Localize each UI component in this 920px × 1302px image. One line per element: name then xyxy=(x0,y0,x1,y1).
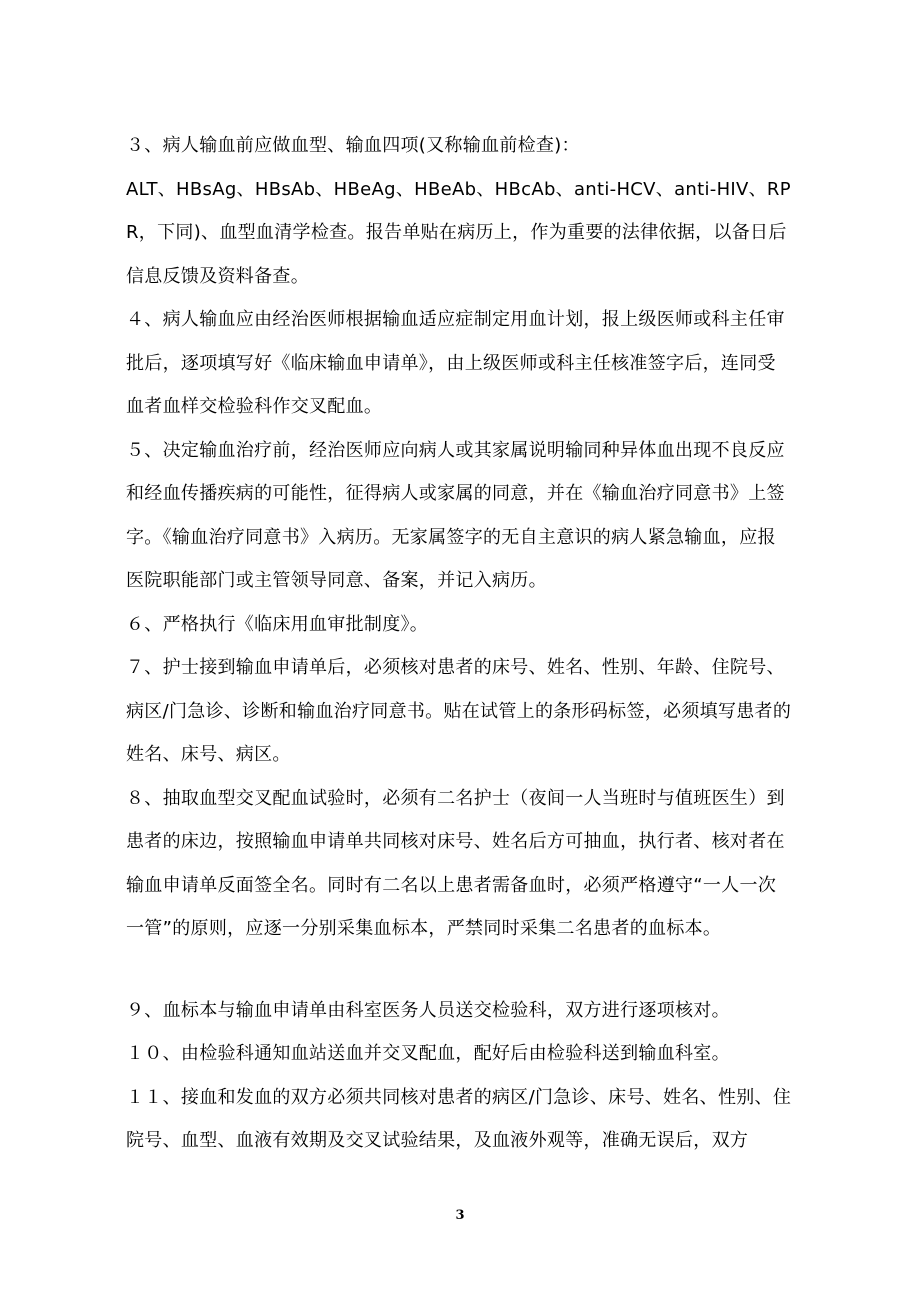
paragraph-item-8: ８、抽取血型交叉配血试验时，必须有二名护士（夜间一人当班时与值班医生）到患者的床边，按照输血申请单共同核对床号、姓名后方可抽血，执行者、核对者在输血申请单反面签全名。同时有二名以上患者需备血时，必须严格遵守“一人一次一管”的原则，应逐一分别采集血标本，严禁同时采集二名患者的血标本。 xyxy=(126,787,785,939)
paragraph-item-3: ３、病人输血前应做血型、输血四项(又称输血前检查)： xyxy=(126,135,580,156)
document-body xyxy=(126,124,794,1163)
paragraph-item-10: １０、由检验科通知血站送血并交叉配血，配好后由检验科送到输血科室。 xyxy=(126,1043,730,1064)
page-number: 3 xyxy=(455,1208,465,1223)
paragraph-gap xyxy=(126,951,794,989)
paragraph-item-7: ７、护士接到输血申请单后，必须核对患者的床号、姓名、性别、年龄、住院号、病区/门急诊、诊断和输血治疗同意书。贴在试管上的条形码标签，必须填写患者的姓名、床号、病区。 xyxy=(126,657,792,765)
paragraph-item-5: ５、决定输血治疗前，经治医师应向病人或其家属说明输同种异体血出现不良反应和经血传播疾病的可能性，征得病人或家属的同意，并在《输血治疗同意书》上签字。《输血治疗同意书》入病历。无家属签字的无自主意识的病人紧急输血，应报医院职能部门或主管领导同意、备案，并记入病历。 xyxy=(126,439,785,591)
paragraph-item-4: ４、病人输血应由经治医师根据输血适应症制定用血计划，报上级医师或科主任审批后，逐项填写好《临床输血申请单》，由上级医师或科主任核准签字后，连同受血者血样交检验科作交叉配血。 xyxy=(126,309,785,417)
paragraph-item-6: ６、严格执行《临床用血审批制度》。 xyxy=(126,613,429,635)
paragraph-item-11: １１、接血和发血的双方必须共同核对患者的病区/门急诊、床号、姓名、性别、住院号、血型、血液有效期及交叉试验结果，及血液外观等，准确无误后，双方 xyxy=(126,1086,792,1151)
paragraph-item-9: ９、血标本与输血申请单由科室医务人员送交检验科，双方进行逐项核对。 xyxy=(126,999,730,1021)
paragraph-tests-list: ALT、HBsAg、HBsAb、HBeAg、HBeAb、HBcAb、anti-HCV、anti-HIV、RPR，下同)、血型血清学检查。报告单贴在病历上，作为重要的法律依据，以备日后信息反馈及资料备查。 xyxy=(126,178,791,287)
